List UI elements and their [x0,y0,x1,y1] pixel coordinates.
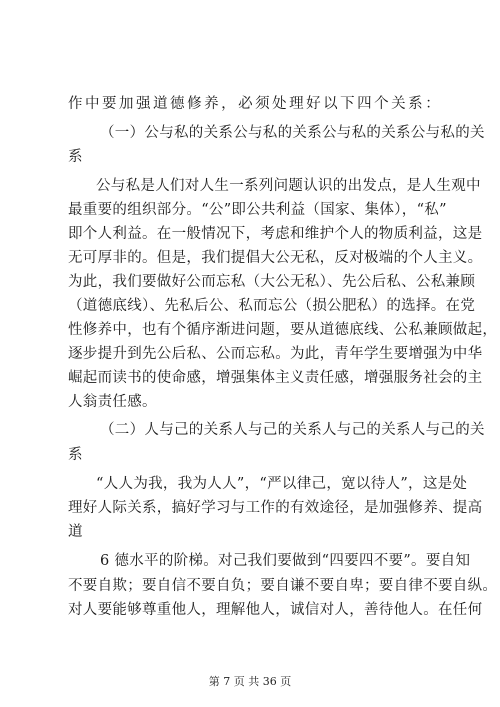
text-line: 性修养中，也有个循序渐进问题，要从道德底线、公私兼顾做起， [68,322,498,338]
text-line: 最重要的组织部分。“公”即公共利益（国家、集体），“私” [68,202,447,218]
text-line: 不要自欺；要自信不要自负；要自谦不要自卑；要自律不要自纵。 [68,578,498,594]
text-line: 公与私是人们对人生一系列问题认识的出发点，是人生观中 [96,178,481,194]
text-line: 即个人利益。在一般情况下，考虑和维护个人的物质利益，这是 [68,226,483,242]
text-line: 道 [68,524,83,540]
text-line: 无可厚非的。但是，我们提倡大公无私，反对极端的个人主义。 [68,250,483,266]
text-line: 对人要能够尊重他人，理解他人，诚信对人，善待他人。在任何 [68,602,483,618]
text-line: 崛起而读书的使命感，增强集体主义责任感，增强服务社会的主 [68,370,483,386]
text-line: 6 德水平的阶梯。对己我们要做到“四要四不要”。要自知 [100,553,471,569]
text-line: 作中要加强道德修养，必须处理好以下四个关系： [68,96,440,112]
text-line: 逐步提升到先公后私、公而忘私。为此，青年学生要增强为中华 [68,346,483,362]
text-line: 理好人际关系，搞好学习与工作的有效途径，是加强修养、提高 [68,500,483,516]
text-line: 人翁责任感。 [68,394,157,410]
text-line: 为此，我们要做好公而忘私（大公无私）、先公后私、公私兼顾 [68,274,476,290]
section-heading-1: （一）公与私的关系公与私的关系公与私的关系公与私的关 [100,125,485,141]
text-line: （道德底线）、先私后公、私而忘公（损公肥私）的选择。在党 [68,298,476,314]
page-footer: 第 7 页 共 36 页 [208,675,292,688]
section-heading-2: （二）人与己的关系人与己的关系人与己的关系人与己的关 [100,422,485,438]
section-heading-1-cont: 系 [68,149,83,165]
text-line: “人人为我，我为人人”，“严以律己，宽以待人”，这是处 [96,476,468,492]
section-heading-2-cont: 系 [68,447,83,463]
